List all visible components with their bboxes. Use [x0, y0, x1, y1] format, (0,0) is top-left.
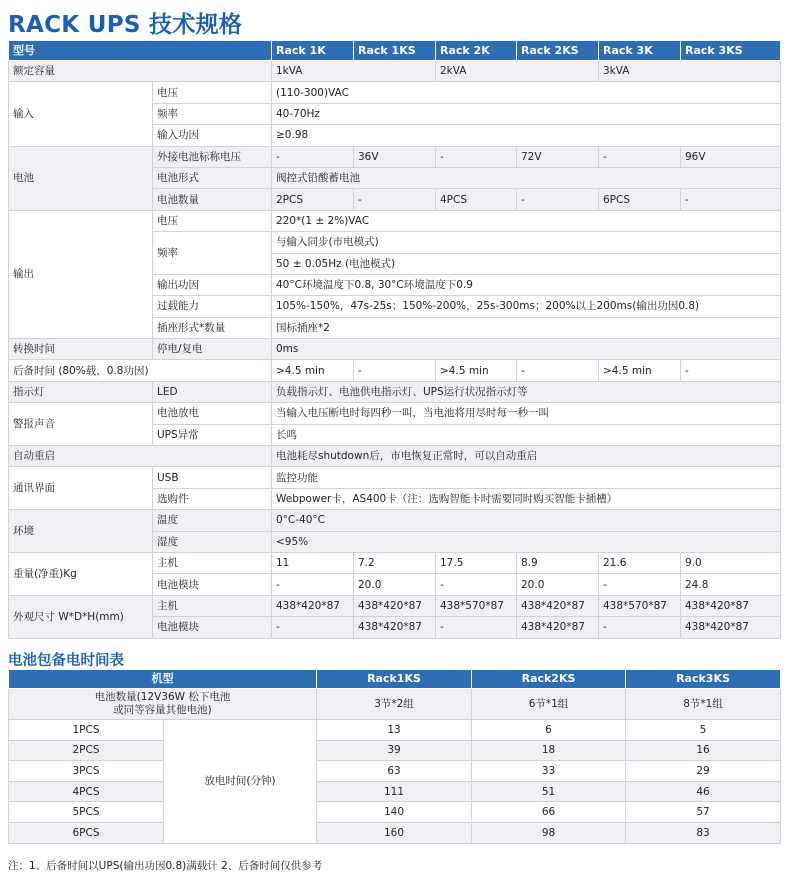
battery-header-rack1ks: Rack1KS [317, 670, 472, 689]
dims-host-value: 438*570*87 [599, 595, 681, 616]
table-row [9, 403, 781, 424]
discharge-time-value: 51 [472, 781, 626, 802]
comm-optional-value: Webpower卡，AS400卡（注：选购智能卡时需要同时购买智能卡插槽） [272, 488, 781, 509]
table-row [9, 210, 781, 231]
dims-module-value: - [436, 617, 517, 638]
restart-value: 电池耗尽shutdown后，市电恢复正常时，可以自动重启 [272, 446, 781, 467]
weight-module-value: - [272, 574, 354, 595]
table-row [9, 740, 781, 761]
output-socket-label: 插座形式*数量 [153, 317, 272, 338]
env-humidity-label: 湿度 [153, 531, 272, 552]
env-group-label: 环境 [9, 510, 153, 553]
spec-table [8, 40, 781, 639]
battery-ext-voltage-label: 外接电池标称电压 [153, 146, 272, 167]
table-row [9, 467, 781, 488]
discharge-time-value: 39 [317, 740, 472, 761]
dims-host-value: 438*420*87 [517, 595, 599, 616]
comm-usb-label: USB [153, 467, 272, 488]
battery-count-value: 2PCS [272, 189, 354, 210]
header-model: 型号 [9, 41, 272, 61]
dims-host-value: 438*420*87 [272, 595, 354, 616]
discharge-time-value: 160 [317, 822, 472, 843]
dims-module-value: - [599, 617, 681, 638]
battery-count-value: - [681, 189, 781, 210]
output-overload-label: 过载能力 [153, 296, 272, 317]
backup-value: >4.5 min [436, 360, 517, 381]
alarm-fault-label: UPS异常 [153, 424, 272, 445]
input-group-label: 输入 [9, 82, 153, 146]
rated-capacity-2k: 2kVA [436, 61, 599, 82]
discharge-time-value: 57 [626, 802, 781, 823]
output-frequency-label: 频率 [153, 232, 272, 275]
output-voltage-label: 电压 [153, 210, 272, 231]
table-row [9, 446, 781, 467]
table-row [9, 360, 781, 381]
table-row [9, 761, 781, 782]
battery-ext-voltage-value: - [436, 146, 517, 167]
discharge-time-value: 5 [626, 720, 781, 741]
battery-header-rack2ks: Rack2KS [472, 670, 626, 689]
dims-host-label: 主机 [153, 595, 272, 616]
dims-module-label: 电池模块 [153, 617, 272, 638]
weight-module-value: - [599, 574, 681, 595]
output-pf-label: 输出功因 [153, 274, 272, 295]
battery-ext-voltage-value: 72V [517, 146, 599, 167]
table-row [9, 510, 781, 531]
header-rack-2ks: Rack 2KS [517, 41, 599, 61]
weight-host-value: 8.9 [517, 552, 599, 573]
transfer-sub-label: 停电/复电 [153, 339, 272, 360]
output-frequency-value: 50 ± 0.05Hz (电池模式) [272, 253, 781, 274]
battery-count-value: 6PCS [599, 189, 681, 210]
weight-host-value: 17.5 [436, 552, 517, 573]
input-voltage-label: 电压 [153, 82, 272, 103]
discharge-time-value: 66 [472, 802, 626, 823]
indicator-value: 负载指示灯、电池供电指示灯、UPS运行状况指示灯等 [272, 381, 781, 402]
dims-host-value: 438*420*87 [354, 595, 436, 616]
discharge-time-value: 16 [626, 740, 781, 761]
weight-module-value: 20.0 [354, 574, 436, 595]
backup-value: - [681, 360, 781, 381]
header-rack-3ks: Rack 3KS [681, 41, 781, 61]
battery-header-row [9, 670, 781, 689]
battery-ext-voltage-value: - [272, 146, 354, 167]
battery-qty-label [9, 689, 317, 720]
table-row [9, 61, 781, 82]
output-pf-value: 40°C环境温度下0.8, 30°C环境温度下0.9 [272, 274, 781, 295]
battery-qty-value: 6节*1组 [472, 689, 626, 720]
battery-pcs-label: 4PCS [9, 781, 164, 802]
discharge-time-value: 46 [626, 781, 781, 802]
battery-qty-label-line1: 电池数量(12V36W 松下电池 [94, 691, 231, 703]
battery-pcs-label: 6PCS [9, 822, 164, 843]
table-row [9, 802, 781, 823]
output-group-label: 输出 [9, 210, 153, 338]
dims-host-value: 438*420*87 [681, 595, 781, 616]
comm-optional-label: 选购件 [153, 488, 272, 509]
battery-form-label: 电池形式 [153, 167, 272, 188]
weight-module-label: 电池模块 [153, 574, 272, 595]
table-row [9, 720, 781, 741]
dims-module-value: 438*420*87 [681, 617, 781, 638]
discharge-time-label: 放电时间(分钟) [164, 720, 317, 844]
comm-usb-value: 监控功能 [272, 467, 781, 488]
discharge-time-value: 63 [317, 761, 472, 782]
table-row [9, 595, 781, 616]
battery-backup-table [8, 669, 781, 844]
page-title: RACK UPS 技术规格 [8, 12, 243, 38]
battery-group-label: 电池 [9, 146, 153, 210]
output-voltage-value: 220*(1 ± 2%)VAC [272, 210, 781, 231]
table-row [9, 689, 781, 720]
header-rack-1k: Rack 1K [272, 41, 354, 61]
discharge-time-value: 13 [317, 720, 472, 741]
header-rack-1ks: Rack 1KS [354, 41, 436, 61]
backup-value: - [354, 360, 436, 381]
weight-host-value: 21.6 [599, 552, 681, 573]
battery-pcs-label: 5PCS [9, 802, 164, 823]
env-humidity-value: <95% [272, 531, 781, 552]
weight-host-value: 7.2 [354, 552, 436, 573]
discharge-time-value: 111 [317, 781, 472, 802]
table-row [9, 822, 781, 843]
backup-value: >4.5 min [599, 360, 681, 381]
discharge-time-value: 18 [472, 740, 626, 761]
discharge-time-value: 98 [472, 822, 626, 843]
env-temp-value: 0°C-40°C [272, 510, 781, 531]
table-row [9, 552, 781, 573]
indicator-sub-label: LED [153, 381, 272, 402]
battery-count-value: 4PCS [436, 189, 517, 210]
transfer-value: 0ms [272, 339, 781, 360]
table-row [9, 381, 781, 402]
dims-module-value: - [272, 617, 354, 638]
alarm-group-label: 警报声音 [9, 403, 153, 446]
battery-qty-value: 3节*2组 [317, 689, 472, 720]
restart-label: 自动重启 [9, 446, 272, 467]
rated-capacity-1k: 1kVA [272, 61, 436, 82]
battery-count-label: 电池数量 [153, 189, 272, 210]
discharge-time-value: 33 [472, 761, 626, 782]
spec-header-row [9, 41, 781, 61]
footnote: 注：1、后备时间以UPS(输出功因0.8)满载计 2、后备时间仅供参考 [8, 860, 323, 872]
table-row [9, 82, 781, 103]
weight-module-value: 20.0 [517, 574, 599, 595]
battery-count-value: - [354, 189, 436, 210]
input-frequency-label: 频率 [153, 103, 272, 124]
backup-value: >4.5 min [272, 360, 354, 381]
weight-host-value: 9.0 [681, 552, 781, 573]
alarm-discharge-value: 当输入电压断电时每四秒一叫，当电池将用尽时每一秒一叫 [272, 403, 781, 424]
battery-ext-voltage-value: 96V [681, 146, 781, 167]
table-row [9, 146, 781, 167]
table-row [9, 339, 781, 360]
discharge-time-value: 6 [472, 720, 626, 741]
table-row [9, 781, 781, 802]
battery-pcs-label: 1PCS [9, 720, 164, 741]
weight-module-value: - [436, 574, 517, 595]
dims-group-label: 外观尺寸 W*D*H(mm) [9, 595, 153, 638]
dims-host-value: 438*570*87 [436, 595, 517, 616]
dims-module-value: 438*420*87 [354, 617, 436, 638]
battery-form-value: 阀控式铅酸蓄电池 [272, 167, 781, 188]
discharge-time-value: 83 [626, 822, 781, 843]
weight-module-value: 24.8 [681, 574, 781, 595]
indicator-label: 指示灯 [9, 381, 153, 402]
dims-module-value: 438*420*87 [517, 617, 599, 638]
backup-label: 后备时间 (80%载，0.8功因) [9, 360, 272, 381]
battery-table-title: 电池包备电时间表 [8, 653, 124, 669]
battery-header-model: 机型 [9, 670, 317, 689]
battery-ext-voltage-value: 36V [354, 146, 436, 167]
battery-count-value: - [517, 189, 599, 210]
discharge-time-value: 29 [626, 761, 781, 782]
env-temp-label: 温度 [153, 510, 272, 531]
backup-value: - [517, 360, 599, 381]
output-frequency-value: 与输入同步(市电模式) [272, 232, 781, 253]
battery-pcs-label: 2PCS [9, 740, 164, 761]
battery-qty-label-line2: 或同等容量其他电池) [113, 704, 212, 716]
battery-qty-value: 8节*1组 [626, 689, 781, 720]
header-rack-3k: Rack 3K [599, 41, 681, 61]
weight-group-label: 重量(净重)Kg [9, 552, 153, 595]
battery-ext-voltage-value: - [599, 146, 681, 167]
input-pf-value: ≥0.98 [272, 125, 781, 146]
input-pf-label: 输入功因 [153, 125, 272, 146]
battery-pcs-label: 3PCS [9, 761, 164, 782]
battery-header-rack3ks: Rack3KS [626, 670, 781, 689]
header-rack-2k: Rack 2K [436, 41, 517, 61]
input-voltage-value: (110-300)VAC [272, 82, 781, 103]
transfer-label: 转换时间 [9, 339, 153, 360]
discharge-time-value: 140 [317, 802, 472, 823]
alarm-fault-value: 长鸣 [272, 424, 781, 445]
rated-capacity-label: 额定容量 [9, 61, 272, 82]
rated-capacity-3k: 3kVA [599, 61, 781, 82]
weight-host-label: 主机 [153, 552, 272, 573]
output-socket-value: 国标插座*2 [272, 317, 781, 338]
input-frequency-value: 40-70Hz [272, 103, 781, 124]
weight-host-value: 11 [272, 552, 354, 573]
comm-group-label: 通讯界面 [9, 467, 153, 510]
output-overload-value: 105%-150%，47s-25s；150%-200%，25s-300ms；200%以上200ms(输出功因0.8) [272, 296, 781, 317]
alarm-discharge-label: 电池放电 [153, 403, 272, 424]
